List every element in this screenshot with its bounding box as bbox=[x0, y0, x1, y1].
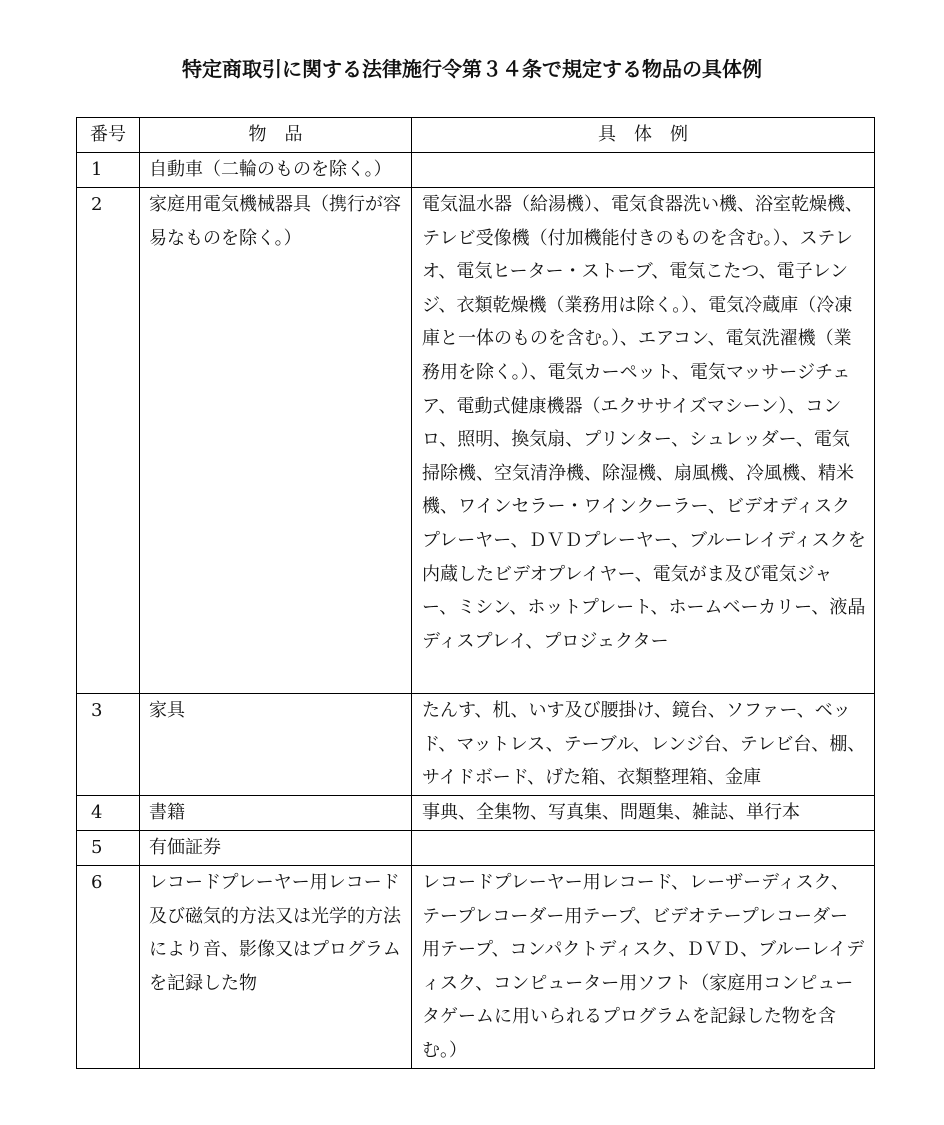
row-number: 5 bbox=[77, 831, 140, 866]
row-number: 4 bbox=[77, 796, 140, 831]
row-number: 6 bbox=[77, 866, 140, 1069]
row-examples bbox=[412, 153, 875, 188]
row-item: 書籍 bbox=[140, 796, 412, 831]
row-examples: 電気温水器（給湯機）、電気食器洗い機、浴室乾燥機、テレビ受像機（付加機能付きのものを含む。）、ステレオ、電気ヒーター・ストーブ、電気こたつ、電子レンジ、衣類乾燥機（業務用は除く。）、電気冷蔵庫（冷凍庫と一体のものを含む。）、エアコン、電気洗濯機（業務用を除く。）、電気カーペット、電気マッサージチェア、電動式健康機器（エクササイズマシーン）、コンロ、照明、換気扇、プリンター、シュレッダー、電気掃除機、空気清浄機、除湿機、扇風機、冷風機、精米機、ワインセラー・ワインクーラー、ビデオディスクプレーヤー、ＤＶＤプレーヤー、ブルーレイディスクを内蔵したビデオプレイヤー、電気がま及び電気ジャー、ミシン、ホットプレート、ホームベーカリー、液晶ディスプレイ、プロジェクター bbox=[412, 188, 875, 694]
table-row bbox=[77, 153, 875, 188]
row-item: 家庭用電気機械器具（携行が容易なものを除く。） bbox=[140, 188, 412, 694]
document-title: 特定商取引に関する法律施行令第３４条で規定する物品の具体例 bbox=[182, 57, 762, 81]
row-examples: たんす、机、いす及び腰掛け、鏡台、ソファー、ベッド、マットレス、テーブル、レンジ台、テレビ台、棚、サイドボード、げた箱、衣類整理箱、金庫 bbox=[412, 694, 875, 796]
row-item: 家具 bbox=[140, 694, 412, 796]
row-number: 1 bbox=[77, 153, 140, 188]
row-number: 3 bbox=[77, 694, 140, 796]
row-examples: レコードプレーヤー用レコード、レーザーディスク、テープレコーダー用テープ、ビデオテープレコーダー用テープ、コンパクトディスク、ＤＶＤ、ブルーレイディスク、コンピューター用ソフト（家庭用コンピュータゲームに用いられるプログラムを記録した物を含む。） bbox=[412, 866, 875, 1069]
table-header-row bbox=[77, 118, 875, 153]
row-item: 有価証券 bbox=[140, 831, 412, 866]
table-row bbox=[77, 866, 875, 1069]
row-item: レコードプレーヤー用レコード及び磁気的方法又は光学的方法により音、影像又はプログラムを記録した物 bbox=[140, 866, 412, 1069]
row-item: 自動車（二輪のものを除く。） bbox=[140, 153, 412, 188]
header-number: 番号 bbox=[77, 118, 140, 153]
items-table bbox=[76, 117, 875, 1069]
row-examples: 事典、全集物、写真集、問題集、雑誌、単行本 bbox=[412, 796, 875, 831]
table-row bbox=[77, 188, 875, 694]
header-item: 物 品 bbox=[140, 118, 412, 153]
table-row bbox=[77, 796, 875, 831]
table-row bbox=[77, 831, 875, 866]
row-number: 2 bbox=[77, 188, 140, 694]
header-examples: 具 体 例 bbox=[412, 118, 875, 153]
table-row bbox=[77, 694, 875, 796]
row-examples bbox=[412, 831, 875, 866]
